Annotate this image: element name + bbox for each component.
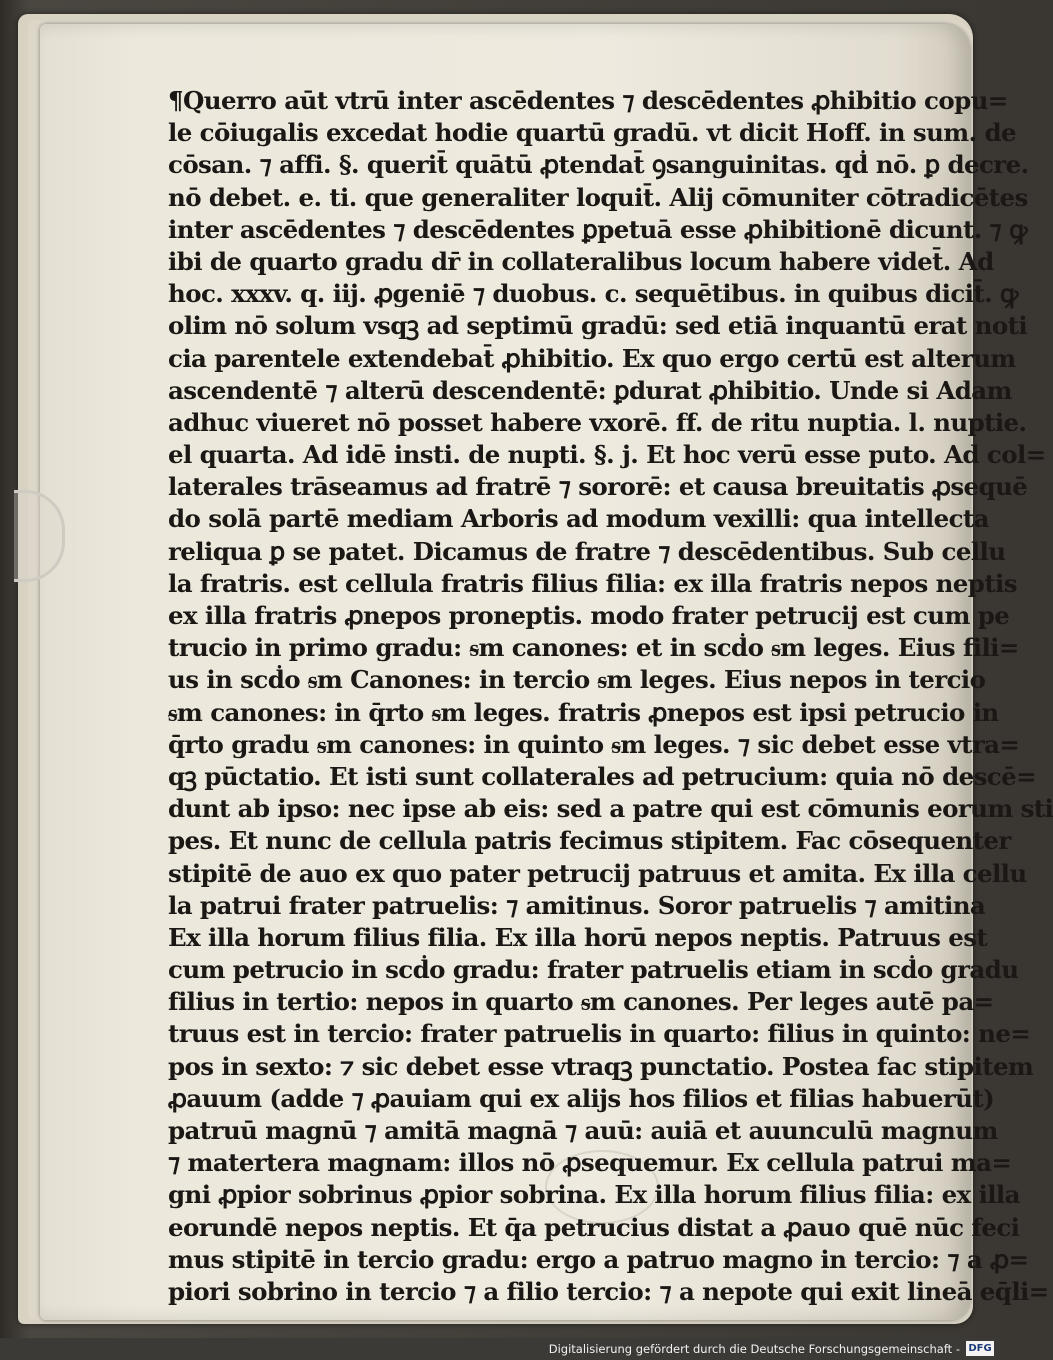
text-line: qꝫ pūctatio. Et isti sunt collaterales ad petrucium: quia nō descē= xyxy=(168,761,1037,791)
text-line: hoc. xxxv. q. iij. ꝓgeniē ⁊ duobus. c. sequētibus. in quibus dicit̄. ꝙ xyxy=(168,279,1018,309)
text-line: q̄rto gradu ᵴm canones: in quinto ᵴm leges. ⁊ sic debet esse vtra= xyxy=(168,729,1020,759)
text-line: nō debet. e. ti. que generaliter loquit̄. Alij cōmuniter cōtradicētes xyxy=(168,182,1028,212)
text-line: el quarta. Ad idē insti. de nupti. §. j. Et hoc verū esse puto. Ad col= xyxy=(168,440,1046,470)
text-line: laterales trāseamus ad fratrē ⁊ sororē: et causa breuitatis ꝓsequē xyxy=(168,472,1028,502)
text-line: ¶Querro aūt vtrū inter ascēdentes ⁊ descēdentes ꝓhibitio copu= xyxy=(168,86,1008,115)
text-line: olim nō solum vsqꝫ ad septimū gradū: sed etiā inquantū erat noti xyxy=(168,311,1028,341)
text-line: ᵴm canones: in q̄rto ᵴm leges. fratris ꝓnepos est ipsi petrucio in xyxy=(168,697,999,727)
text-line: ascendentē ⁊ alterū descendentē: ꝑdurat ꝓhibitio. Unde si Adam xyxy=(168,375,1012,405)
text-line: eorundē nepos neptis. Et q̄a petrucius distat a ꝓauo quē nūc feci xyxy=(168,1212,1020,1242)
text-line: piori sobrino in tercio ⁊ a filio tercio: ⁊ a nepote qui exit lineā eq̄li= xyxy=(168,1276,1049,1306)
text-line: dunt ab ipso: nec ipse ab eis: sed a patre qui est cōmunis eorum sti xyxy=(168,794,1053,824)
text-line: ⁊ matertera magnam: illos nō ꝓsequemur. Ex cellula patrui ma= xyxy=(168,1148,1012,1178)
footer-bar xyxy=(0,1338,1000,1360)
text-line: le cōiugalis excedat hodie quartū gradū. vt dicit Hoff. in sum. de xyxy=(168,118,1017,148)
text-line: ꝓauum (adde ⁊ ꝓauiam qui ex alijs hos filios et filias habuerūt) xyxy=(168,1083,995,1113)
page-text-block xyxy=(168,85,1053,1308)
text-line: cōsan. ⁊ affi. §. querit̄ quātū ꝓtendat̄ ꝯsanguinitas. qḋ nō. ꝑ decre. xyxy=(168,150,1029,180)
text-line: cia parentele extendebat̄ ꝓhibitio. Ex quo ergo certū est alterum xyxy=(168,343,1016,373)
funding-credit: Digitalisierung gefördert durch die Deutsche Forschungsgemeinschaft - xyxy=(548,1342,960,1356)
text-line: filius in tertio: nepos in quarto ᵴm canones. Per leges autē pa= xyxy=(168,987,994,1017)
text-line: adhuc viueret nō posset habere vxorē. ff. de ritu nuptia. l. nuptie. xyxy=(168,407,1027,437)
text-line: la patrui frater patruelis: ⁊ amitinus. Soror patruelis ⁊ amitina xyxy=(168,890,986,920)
text-line: us in scḋo ᵴm Canones: in tercio ᵴm leges. Eius nepos in tercio xyxy=(168,665,986,695)
text-line: stipitē de auo ex quo pater petrucij patruus et amita. Ex illa cellu xyxy=(168,858,1027,888)
text-line: reliqua ꝑ se patet. Dicamus de fratre ⁊ descēdentibus. Sub cellu xyxy=(168,536,1006,566)
text-line: do solā partē mediam Arboris ad modum vexilli: qua intellecta xyxy=(168,504,989,534)
dfg-logo: DFG xyxy=(966,1341,994,1356)
text-line: patruū magnū ⁊ amitā magnā ⁊ auū: auiā et auunculū magnum xyxy=(168,1116,998,1145)
text-line: gni ꝓpior sobrinus ꝓpior sobrina. Ex illa horum filius filia: ex illa xyxy=(168,1180,1020,1210)
text-line: pes. Et nunc de cellula patris fecimus stipitem. Fac cōsequenter xyxy=(168,826,1011,856)
text-line: Ex illa horum filius filia. Ex illa horū nepos neptis. Patruus est xyxy=(168,922,988,952)
text-line: trucio in primo gradu: ᵴm canones: et in scḋo ᵴm leges. Eius fili= xyxy=(168,633,1019,663)
text-line: mus stipitē in tercio gradu: ergo a patruo magno in tercio: ⁊ a ꝓ= xyxy=(168,1244,1029,1274)
text-line: pos in sexto: ⁊ sic debet esse vtraqꝫ punctatio. Postea fac stipitem xyxy=(168,1051,1034,1081)
text-line: ex illa fratris ꝓnepos proneptis. modo frater petrucij est cum pe xyxy=(168,601,1010,630)
text-line: truus est in tercio: frater patruelis in quarto: filius in quinto: ne= xyxy=(168,1019,1031,1049)
text-line: ibi de quarto gradu dr̄ in collateralibus locum habere videt̄. Ad xyxy=(168,246,994,276)
text-line: la fratris. est cellula fratris filius filia: ex illa fratris nepos neptis xyxy=(168,568,1017,598)
text-line: cum petrucio in scḋo gradu: frater patruelis etiam in scḋo gradu xyxy=(168,955,1019,985)
text-line: inter ascēdentes ⁊ descēdentes ꝑpetuā esse ꝓhibitionē dicunt. ⁊ ꝙ xyxy=(168,214,1027,244)
